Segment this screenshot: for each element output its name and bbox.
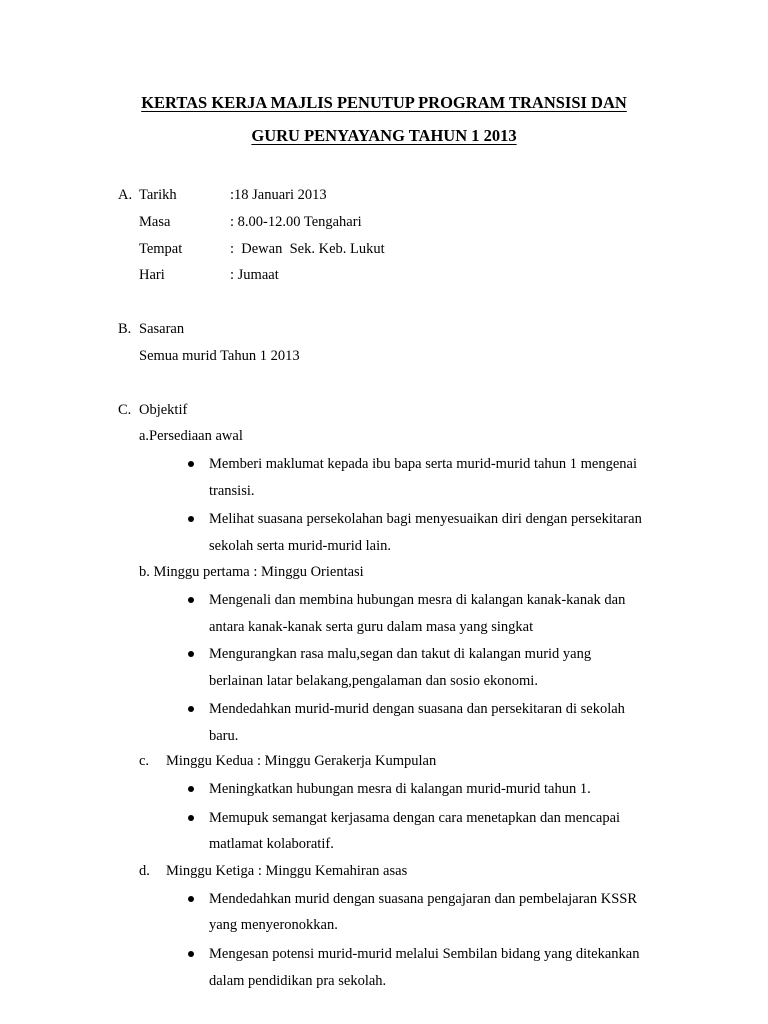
bullet-icon xyxy=(188,706,194,712)
bullet-icon xyxy=(188,651,194,657)
sub-a-heading: a.Persediaan awal xyxy=(139,428,243,444)
bullet-icon xyxy=(188,597,194,603)
tarikh-value: :18 Januari 2013 xyxy=(230,187,327,203)
section-b-marker: B. xyxy=(118,321,132,337)
hari-value: : Jumaat xyxy=(230,267,279,283)
bullet-icon xyxy=(188,951,194,957)
tempat-label: Tempat xyxy=(139,241,183,257)
sub-b-bullet-2-line-1: Mengurangkan rasa malu,segan dan takut di kalangan murid yang xyxy=(209,646,592,662)
section-b-text: Semua murid Tahun 1 2013 xyxy=(139,348,300,364)
sub-c-bullet-2-line-1: Memupuk semangat kerjasama dengan cara menetapkan dan mencapai xyxy=(209,810,621,826)
section-b-heading: Sasaran xyxy=(139,321,185,337)
bullet-icon xyxy=(188,516,194,522)
sub-c-heading: Minggu Kedua : Minggu Gerakerja Kumpulan xyxy=(166,753,437,769)
bullet-icon xyxy=(188,786,194,792)
sub-c-bullet-2-line-2: matlamat kolaboratif. xyxy=(209,836,334,852)
section-c-heading: Objektif xyxy=(139,402,188,418)
sub-b-bullet-2-line-2: berlainan latar belakang,pengalaman dan sosio ekonomi. xyxy=(209,673,538,689)
sub-b-bullet-1-line-2: antara kanak-kanak serta guru dalam masa yang singkat xyxy=(209,619,534,635)
sub-a-bullet-1-line-2: transisi. xyxy=(209,483,255,499)
sub-b-bullet-3-line-1: Mendedahkan murid-murid dengan suasana dan persekitaran di sekolah xyxy=(209,701,625,717)
sub-d-bullet-1-line-2: yang menyeronokkan. xyxy=(209,917,338,933)
sub-c-bullet-1-line-1: Meningkatkan hubungan mesra di kalangan murid-murid tahun 1. xyxy=(209,781,591,797)
sub-d-bullet-2-line-2: dalam pendidikan pra sekolah. xyxy=(209,973,387,989)
document-title-line-1: KERTAS KERJA MAJLIS PENUTUP PROGRAM TRANSISI DAN xyxy=(141,93,627,112)
bullet-icon xyxy=(188,896,194,902)
sub-d-heading: Minggu Ketiga : Minggu Kemahiran asas xyxy=(166,863,408,879)
sub-a-bullet-2-line-1: Melihat suasana persekolahan bagi menyesuaikan diri dengan persekitaran xyxy=(209,511,642,527)
sub-b-bullet-1-line-1: Mengenali dan membina hubungan mesra di kalangan kanak-kanak dan xyxy=(209,592,626,608)
section-a-marker: A. xyxy=(118,187,133,203)
tempat-value: : Dewan Sek. Keb. Lukut xyxy=(230,241,385,257)
bullet-icon xyxy=(188,815,194,821)
sub-d-bullet-1-line-1: Mendedahkan murid dengan suasana pengajaran dan pembelajaran KSSR xyxy=(209,891,638,907)
tarikh-label: Tarikh xyxy=(139,187,177,203)
bullet-icon xyxy=(188,461,194,467)
sub-d-bullet-2-line-1: Mengesan potensi murid-murid melalui Sembilan bidang yang ditekankan xyxy=(209,946,640,962)
section-c-marker: C. xyxy=(118,402,132,418)
masa-value: : 8.00-12.00 Tengahari xyxy=(230,214,362,230)
sub-b-bullet-3-line-2: baru. xyxy=(209,728,239,744)
sub-a-bullet-1-line-1: Memberi maklumat kepada ibu bapa serta murid-murid tahun 1 mengenai xyxy=(209,456,638,472)
sub-c-marker: c. xyxy=(139,753,150,769)
sub-d-marker: d. xyxy=(139,863,150,879)
document-title-line-2: GURU PENYAYANG TAHUN 1 2013 xyxy=(251,126,517,145)
hari-label: Hari xyxy=(139,267,165,283)
masa-label: Masa xyxy=(139,214,171,230)
sub-b-heading: b. Minggu pertama : Minggu Orientasi xyxy=(139,564,364,580)
sub-a-bullet-2-line-2: sekolah serta murid-murid lain. xyxy=(209,538,392,554)
